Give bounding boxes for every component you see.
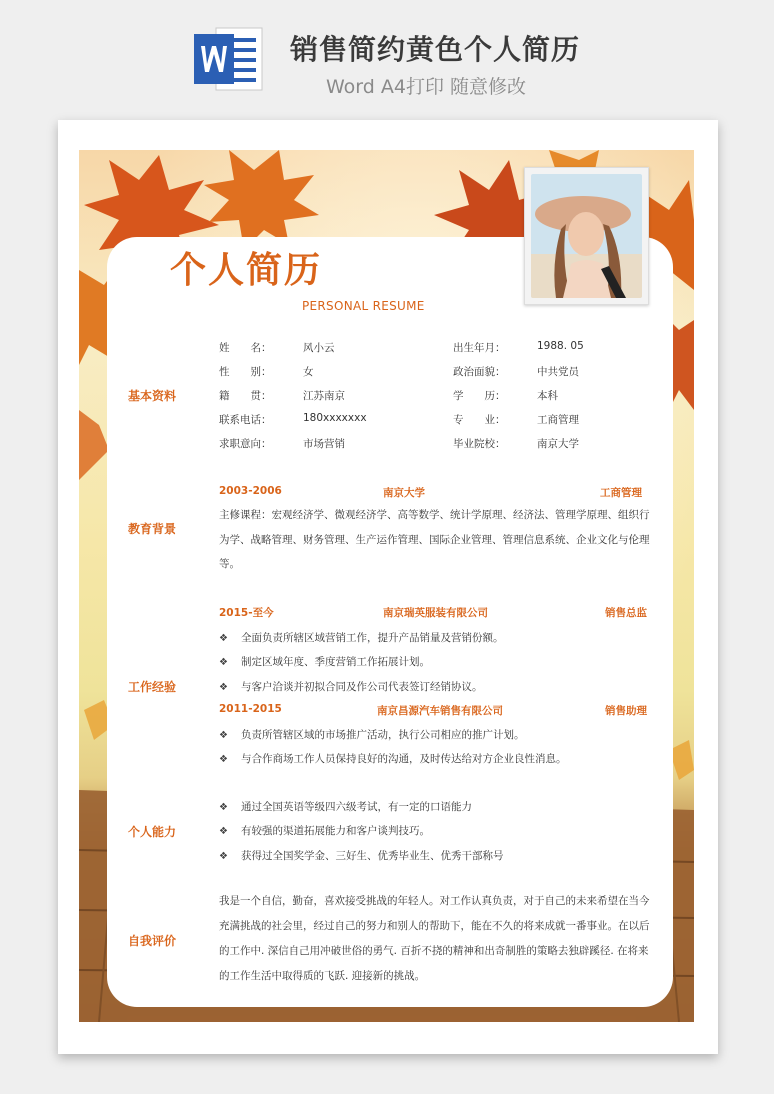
job-1-period: 2015-至今	[219, 607, 274, 619]
job-1-position: 销售总监	[605, 607, 647, 619]
diamond-bullet-icon: ❖	[219, 754, 228, 765]
list-item: ❖ 制定区域年度、季度营销工作拓展计划。	[219, 656, 430, 668]
intent-label: 求职意向：	[219, 438, 272, 450]
diamond-bullet-icon: ❖	[219, 826, 228, 837]
diamond-bullet-icon: ❖	[219, 633, 228, 644]
school-value: 南京大学	[537, 438, 579, 450]
job-2-period: 2011-2015	[219, 703, 282, 715]
document-subtitle: Word A4打印 随意修改	[326, 76, 527, 98]
list-item: ❖ 通过全国英语等级四六级考试，有一定的口语能力	[219, 801, 472, 813]
gender-value: 女	[303, 366, 314, 378]
diamond-bullet-icon: ❖	[219, 657, 228, 668]
major-label: 专 业：	[453, 414, 506, 426]
origin-label: 籍 贯：	[219, 390, 272, 402]
list-item: ❖ 与客户洽谈并初拟合同及作公司代表签订经销协议。	[219, 681, 483, 693]
phone-label: 联系电话：	[219, 414, 272, 426]
school-label: 毕业院校：	[453, 438, 506, 450]
diamond-bullet-icon: ❖	[219, 802, 228, 813]
section-education-label: 教育背景	[128, 522, 177, 536]
degree-label: 学 历：	[453, 390, 506, 402]
diamond-bullet-icon: ❖	[219, 682, 228, 693]
job-2-company: 南京昌源汽车销售有限公司	[377, 705, 503, 717]
phone-value: 180xxxxxxx	[303, 412, 367, 424]
diamond-bullet-icon: ❖	[219, 851, 228, 862]
profile-photo	[524, 167, 649, 305]
intent-value: 市场营销	[303, 438, 345, 450]
origin-value: 江苏南京	[303, 390, 345, 402]
list-item: ❖ 全面负责所辖区域营销工作，提升产品销量及营销份额。	[219, 632, 504, 644]
word-icon	[192, 22, 266, 96]
resume-subtitle: PERSONAL RESUME	[302, 299, 425, 313]
list-item: ❖ 有较强的渠道拓展能力和客户谈判技巧。	[219, 825, 430, 837]
job-1-company: 南京瑞英服装有限公司	[383, 607, 488, 619]
name-label: 姓 名：	[219, 342, 272, 354]
politics-label: 政治面貌：	[453, 366, 506, 378]
birth-value: 1988. 05	[537, 340, 584, 352]
list-item: ❖ 获得过全国奖学金、三好生、优秀毕业生、优秀干部称号	[219, 850, 504, 862]
education-school: 南京大学	[383, 487, 425, 499]
name-value: 风小云	[303, 342, 335, 354]
job-2-position: 销售助理	[605, 705, 647, 717]
education-courses: 主修课程：宏观经济学、微观经济学、高等数学、统计学原理、经济法、管理学原理、组织行为学、战略管理、财务管理、生产运作管理、国际企业管理、管理信息系统、企业文化与伦理等。	[219, 509, 650, 570]
education-major: 工商管理	[600, 487, 642, 499]
document-title: 销售简约黄色个人简历	[290, 33, 581, 66]
portrait-image	[531, 174, 642, 298]
diamond-bullet-icon: ❖	[219, 730, 228, 741]
section-basic-label: 基本资料	[128, 389, 177, 403]
section-skills-label: 个人能力	[128, 825, 177, 839]
page-header	[0, 0, 774, 118]
education-period: 2003-2006	[219, 485, 282, 497]
list-item: ❖ 与合作商场工作人员保持良好的沟通，及时传达给对方企业良性消息。	[219, 753, 567, 765]
list-item: ❖ 负责所管辖区域的市场推广活动，执行公司相应的推广计划。	[219, 729, 525, 741]
self-evaluation-text: 我是一个自信，勤奋，喜欢接受挑战的年轻人。对工作认真负责，对于自己的未来希望在当今充满挑战的社会里，经过自己的努力和别人的帮助下，能在不久的将来成就一番事业。在以后的工作中. 深信自己用冲破世俗的勇气. 百折不挠的精神和出奇制胜的策略去独辟蹊径. 在将来的工作生活中取得质的飞跃. 迎接新的挑战。	[219, 895, 650, 982]
degree-value: 本科	[537, 390, 558, 402]
section-self-label: 自我评价	[128, 934, 177, 948]
section-work-label: 工作经验	[128, 680, 177, 694]
major-value: 工商管理	[537, 414, 579, 426]
resume-title: 个人简历	[170, 250, 323, 291]
birth-label: 出生年月：	[453, 342, 506, 354]
gender-label: 性 别：	[219, 366, 272, 378]
politics-value: 中共党员	[537, 366, 579, 378]
